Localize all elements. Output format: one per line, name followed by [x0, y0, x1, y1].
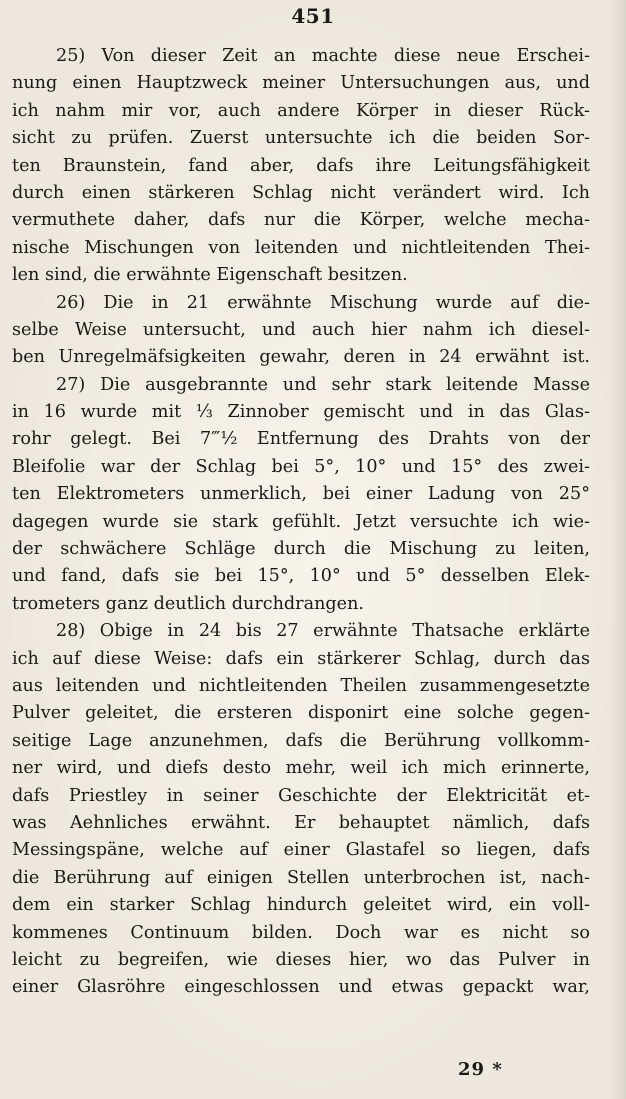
text-line: selbe Weise untersucht, und auch hier nahm ich diesel- [12, 319, 590, 340]
text-line: vermuthete daher, dafs nur die Körper, welche mecha- [12, 210, 590, 231]
text-line: Pulver geleitet, die ersteren disponirt eine solche gegen- [12, 703, 590, 724]
text-line: die Berührung auf einigen Stellen unterbrochen ist, nach- [12, 867, 590, 888]
text-line: was Aehnliches erwähnt. Er behauptet nämlich, dafs [12, 812, 590, 833]
text-line: ten Braunstein, fand aber, dafs ihre Leitungsfähigkeit [12, 155, 590, 176]
body-text [12, 43, 590, 1002]
text-line: dagegen wurde sie stark gefühlt. Jetzt versuchte ich wie- [12, 511, 590, 532]
text-line: dem ein starker Schlag hindurch geleitet wird, ein voll- [12, 895, 590, 916]
text-line: len sind, die erwähnte Eigenschaft besitzen. [12, 265, 408, 286]
text-line: der schwächere Schläge durch die Mischung zu leiten, [12, 539, 590, 560]
page-edge-shadow [610, 0, 626, 1099]
text-line: kommenes Continuum bilden. Doch war es nicht so [12, 922, 590, 943]
text-line: ich nahm mir vor, auch andere Körper in dieser Rück- [12, 100, 590, 121]
signature-mark: 29 * [458, 1059, 503, 1080]
text-line: trometers ganz deutlich durchdrangen. [12, 593, 365, 614]
text-line: ich auf diese Weise: dafs ein stärkerer Schlag, durch das [12, 648, 590, 669]
text-line: in 16 wurde mit ⅓ Zinnober gemischt und in das Glas- [12, 402, 590, 423]
text-line: ner wird, und diefs desto mehr, weil ich mich erinnerte, [12, 758, 590, 779]
text-line: durch einen stärkeren Schlag nicht verändert wird. Ich [12, 182, 590, 203]
text-line: sicht zu prüfen. Zuerst untersuchte ich die beiden Sor- [12, 128, 590, 149]
text-line: seitige Lage anzunehmen, dafs die Berührung vollkomm- [12, 730, 590, 751]
text-line: Messingspäne, welche auf einer Glastafel so liegen, dafs [12, 840, 590, 861]
text-line: 26) Die in 21 erwähnte Mischung wurde auf die- [56, 292, 590, 313]
text-line: 25) Von dieser Zeit an machte diese neue Erschei- [56, 46, 590, 66]
text-line: dafs Priestley in seiner Geschichte der Elektricität et- [12, 785, 590, 806]
text-line: leicht zu begreifen, wie dieses hier, wo das Pulver in [12, 949, 590, 970]
text-line: ten Elektrometers unmerklich, bei einer Ladung von 25° [12, 484, 590, 505]
text-line: nische Mischungen von leitenden und nichtleitenden Thei- [12, 237, 590, 258]
text-line: rohr gelegt. Bei 7‴½ Entfernung des Drahts von der [12, 429, 590, 450]
text-line: 27) Die ausgebrannte und sehr stark leitende Masse [56, 374, 590, 395]
text-line: Bleifolie war der Schlag bei 5°, 10° und 15° des zwei- [12, 456, 590, 477]
text-line: aus leitenden und nichtleitenden Theilen zusammengesetzte [12, 675, 590, 696]
text-line: 28) Obige in 24 bis 27 erwähnte Thatsache erklärte [56, 621, 590, 642]
text-line: ben Unregelmäfsigkeiten gewahr, deren in 24 erwähnt ist. [12, 347, 590, 368]
text-line: einer Glasröhre eingeschlossen und etwas gepackt war, [12, 977, 590, 998]
page-number: 451 [291, 4, 335, 28]
text-line: nung einen Hauptzweck meiner Untersuchungen aus, und [12, 73, 590, 94]
text-line: und fand, dafs sie bei 15°, 10° und 5° desselben Elek- [12, 566, 590, 587]
